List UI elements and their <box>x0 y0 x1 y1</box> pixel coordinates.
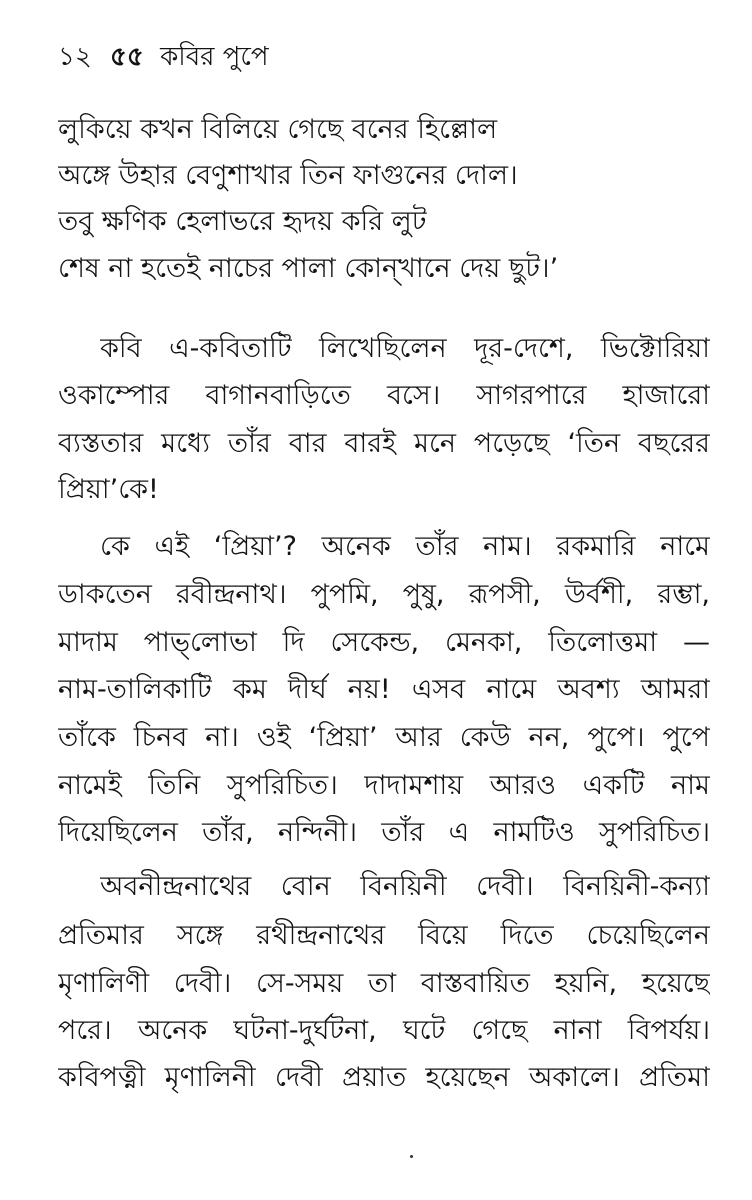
paragraph-line: নামেই তিনি সুপরিচিত। দাদামশায় আরও একটি নাম <box>58 770 710 801</box>
paragraph-line: পরে। অনেক ঘটনা-দুর্ঘটনা, ঘটে গেছে নানা বিপর্যয়। <box>58 1015 710 1046</box>
page-number: ১২ <box>58 42 92 72</box>
paragraph-line: ব্যস্ততার মধ্যে তাঁর বার বারই মনে পড়েছে ‘তিন বছরের <box>58 428 710 459</box>
paragraph-line: ওকাম্পোর বাগানবাড়িতে বসে। সাগরপারে হাজারো <box>58 380 710 411</box>
paragraph-line: কবি এ-কবিতাটি লিখেছিলেন দূর-দেশে, ভিক্টোরিয়া <box>100 333 710 364</box>
verse-line: তবু ক্ষণিক হেলাভরে হৃদয় করি লুট <box>58 206 427 237</box>
verse-line: শেষ না হতেই নাচের পালা কোন্‌খানে দেয় ছুট।’ <box>58 253 559 284</box>
paragraph-line: কে এই ‘প্রিয়া’? অনেক তাঁর নাম। রকমারি নামে <box>100 531 710 562</box>
verse-line: লুকিয়ে কখন বিলিয়ে গেছে বনের হিল্লোল <box>58 114 498 145</box>
paragraph-line: ডাকতেন রবীন্দ্রনাথ। পুপমি, পুষু, রূপসী, উর্বশী, রম্ভা, <box>58 579 710 610</box>
paragraph-line: প্রতিমার সঙ্গে রথীন্দ্রনাথের বিয়ে দিতে চেয়েছিলেন <box>58 920 710 951</box>
paragraph-line: নাম-তালিকাটি কম দীর্ঘ নয়! এসব নামে অবশ্য আমরা <box>58 674 710 705</box>
paragraph-line: মাদাম পাভ্‌লোভা দি সেকেন্ড, মেনকা, তিলোত্তমা — <box>58 627 710 658</box>
paragraph-line: দিয়েছিলেন তাঁর, নন্দিনী। তাঁর এ নামটিও সুপরিচিত। <box>58 817 710 848</box>
verse-line: অঙ্গে উহার বেণুশাখার তিন ফাগুনের দোল। <box>58 160 518 191</box>
paragraph-line: অবনীন্দ্রনাথের বোন বিনয়িনী দেবী। বিনয়িনী-কন্যা <box>100 871 710 902</box>
running-header <box>58 40 268 74</box>
book-title: কবির পুপে <box>160 42 269 72</box>
paragraph-line: তাঁকে চিনব না। ওই ‘প্রিয়া’ আর কেউ নন, পুপে। পুপে <box>58 722 710 753</box>
header-mark: ৫৫ <box>110 42 144 72</box>
print-speck <box>410 1155 413 1158</box>
paragraph-line: মৃণালিণী দেবী। সে-সময় তা বাস্তবায়িত হয়নি, হয়েছে <box>58 968 710 999</box>
paragraph-line: প্রিয়া’কে! <box>58 474 159 505</box>
paragraph-line: কবিপত্নী মৃণালিনী দেবী প্রয়াত হয়েছেন অকালে। প্রতিমা <box>58 1062 710 1093</box>
